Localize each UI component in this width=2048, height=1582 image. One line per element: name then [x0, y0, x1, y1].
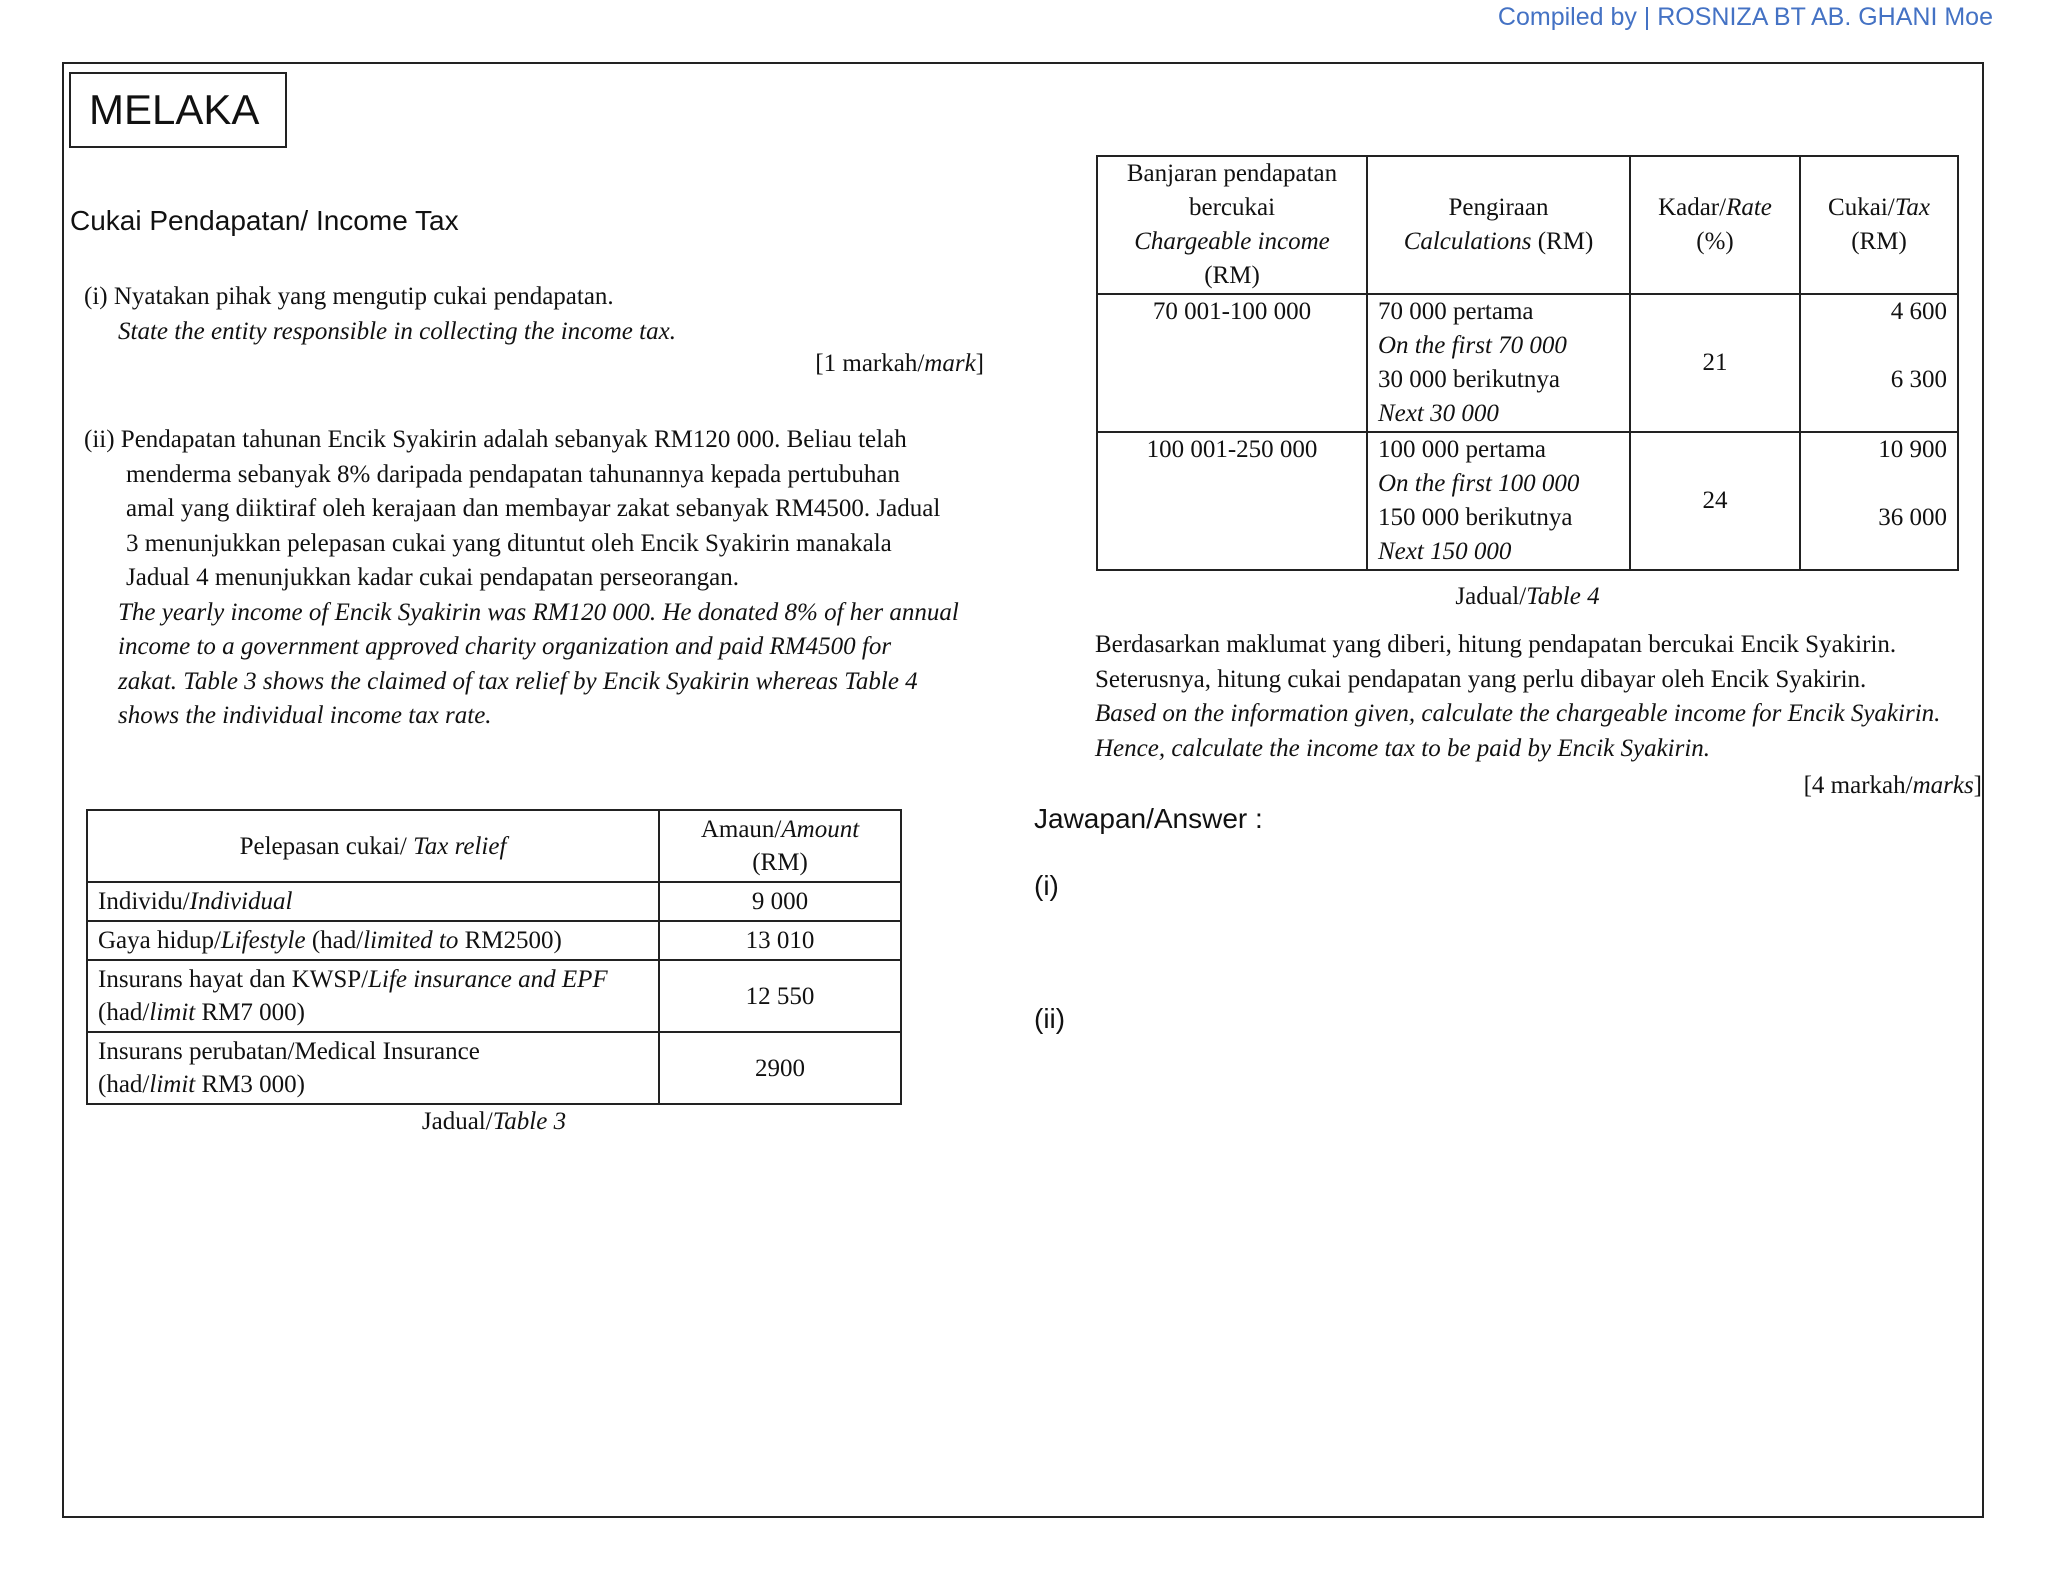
relief-header-en: Tax relief — [413, 832, 507, 860]
rate-cell: 24 — [1630, 432, 1800, 570]
calc-line-en: Next 150 000 — [1378, 538, 1512, 565]
header-unit: (RM) — [1531, 228, 1594, 255]
calc-line: 100 000 pertama — [1378, 436, 1547, 463]
relief-rest: (had/ — [305, 927, 364, 954]
calc-line: 70 000 pertama — [1378, 298, 1534, 325]
relief-en: Life insurance and EPF — [368, 966, 608, 993]
question-2-en-line: zakat. Table 3 shows the claimed of tax relief by Encik Syakirin whereas Table 4 — [118, 667, 918, 695]
marks-label: [1 markah/ — [815, 350, 925, 377]
question-2-ms-line: (ii) Pendapatan tahunan Encik Syakirin adalah sebanyak RM120 000. Beliau telah — [84, 426, 907, 453]
amount-cell: 13 010 — [659, 921, 901, 960]
chargeable-income-header — [1097, 156, 1367, 294]
answer-part-ii: (ii) — [1034, 1003, 1066, 1034]
tax-value: 10 900 — [1878, 436, 1947, 463]
question-1-ms: (i) Nyatakan pihak yang mengutip cukai pendapatan. — [84, 283, 614, 310]
tax-relief-table — [86, 809, 902, 1105]
caption-en: Table 4 — [1526, 583, 1600, 610]
calculation-instructions — [1095, 628, 1985, 766]
relief-cell — [87, 882, 659, 921]
rate-cell: 21 — [1630, 294, 1800, 432]
amount-header-en: Amount — [781, 816, 860, 843]
calc-line: 150 000 berikutnya — [1378, 504, 1573, 531]
question-1-marks — [700, 350, 984, 378]
calc-line: 30 000 berikutnya — [1378, 366, 1560, 393]
instruction-line-en: Based on the information given, calculate the chargeable income for Encik Syakirin. — [1095, 700, 1941, 727]
instruction-line: Berdasarkan maklumat yang diberi, hitung pendapatan bercukai Encik Syakirin. — [1095, 631, 1897, 658]
tax-value: 36 000 — [1878, 504, 1947, 531]
relief-limit-rest: RM3 000) — [195, 1071, 305, 1098]
tax-cell — [1800, 294, 1958, 432]
relief-header — [87, 810, 659, 882]
table-row — [87, 1032, 901, 1104]
relief-cell — [87, 921, 659, 960]
relief-limit-en: limit — [149, 1071, 196, 1098]
amount-cell: 9 000 — [659, 882, 901, 921]
question-2-ms-line: 3 menunjukkan pelepasan cukai yang dituntut oleh Encik Syakirin manakala — [126, 529, 892, 557]
region-label: MELAKA — [69, 72, 287, 148]
tax-cell — [1800, 432, 1958, 570]
caption-ms: Jadual/ — [1455, 583, 1527, 610]
question-1 — [84, 280, 984, 349]
marks-bracket: ] — [1973, 772, 1982, 799]
calc-line-en: On the first 70 000 — [1378, 332, 1567, 359]
relief-en: Lifestyle — [220, 927, 306, 954]
table-3-caption — [86, 1108, 902, 1136]
calculations-header — [1367, 156, 1630, 294]
header-en: Calculations — [1403, 228, 1532, 255]
header-line: Banjaran pendapatan — [1126, 160, 1338, 187]
question-2-ms-line: amal yang diiktiraf oleh kerajaan dan membayar zakat sebanyak RM4500. Jadual — [126, 495, 941, 522]
relief-cell — [87, 1032, 659, 1104]
relief-limit-en: limit — [149, 999, 196, 1026]
relief-ms: Insurans perubatan/Medical Insurance — [98, 1038, 480, 1065]
table-header-row — [1097, 156, 1958, 294]
relief-limit-ms: (had/ — [98, 1071, 150, 1098]
instruction-line-en: Hence, calculate the income tax to be paid by Encik Syakirin. — [1095, 734, 1711, 762]
header-ms: Kadar/ — [1658, 194, 1727, 221]
header-en: Tax — [1894, 194, 1930, 221]
compiler-credit: Compiled by | ROSNIZA BT AB. GHANI Moe — [1497, 3, 1993, 31]
question-2-en-line: The yearly income of Encik Syakirin was RM120 000. He donated 8% of her annual — [118, 598, 959, 626]
relief-en2: limited to — [363, 927, 459, 954]
tax-header — [1800, 156, 1958, 294]
table-4-caption — [1096, 583, 1959, 611]
question-1-en: State the entity responsible in collecting the income tax. — [118, 317, 676, 345]
tax-value: 6 300 — [1890, 366, 1947, 393]
table-row — [1097, 432, 1958, 570]
header-unit: (RM) — [1204, 262, 1260, 289]
marks-label-en: marks — [1912, 772, 1974, 799]
income-range-cell: 70 001-100 000 — [1097, 294, 1367, 432]
amount-cell: 12 550 — [659, 960, 901, 1032]
amount-header — [659, 810, 901, 882]
answer-label: Jawapan/Answer : — [1034, 803, 1263, 834]
instruction-line: Seterusnya, hitung cukai pendapatan yang perlu dibayar oleh Encik Syakirin. — [1095, 665, 1867, 693]
table-row — [87, 882, 901, 921]
relief-limit-ms: (had/ — [98, 999, 150, 1026]
rate-header — [1630, 156, 1800, 294]
income-range-cell: 100 001-250 000 — [1097, 432, 1367, 570]
question-2-ms-line: Jadual 4 menunjukkan kadar cukai pendapatan perseorangan. — [126, 564, 739, 591]
tax-value: 4 600 — [1890, 298, 1947, 325]
relief-en: Individual — [189, 888, 293, 915]
marks-label: [4 markah/ — [1803, 772, 1913, 799]
relief-ms: Individu/ — [98, 888, 190, 915]
calculation-cell — [1367, 294, 1630, 432]
header-en: Rate — [1726, 194, 1772, 221]
relief-header-ms: Pelepasan cukai/ — [239, 832, 414, 860]
answer-part-i: (i) — [1034, 870, 1059, 901]
header-ms: Pengiraan — [1448, 194, 1549, 221]
relief-rest2: RM2500) — [458, 927, 562, 954]
tax-rate-table — [1096, 155, 1959, 571]
marks-bracket: ] — [975, 350, 984, 377]
header-unit: (RM) — [1851, 228, 1907, 255]
table-row — [1097, 294, 1958, 432]
calculation-cell — [1367, 432, 1630, 570]
header-line: bercukai — [1188, 194, 1276, 221]
question-2-en-line: shows the individual income tax rate. — [118, 702, 492, 729]
relief-ms: Gaya hidup/ — [98, 927, 221, 954]
question-2-marks — [1500, 772, 1982, 800]
question-2-en-line: income to a government approved charity organization and paid RM4500 for — [118, 633, 892, 660]
question-2 — [84, 423, 1004, 734]
question-2-ms-line: menderma sebanyak 8% daripada pendapatan tahunannya kepada pertubuhan — [126, 460, 900, 488]
header-en: Chargeable income — [1134, 228, 1330, 255]
caption-ms: Jadual/ — [421, 1108, 493, 1135]
marks-label-en: mark — [924, 350, 976, 377]
table-row — [87, 960, 901, 1032]
table-header-row — [87, 810, 901, 882]
amount-header-unit: (RM) — [752, 849, 808, 876]
relief-limit-rest: RM7 000) — [195, 999, 305, 1026]
header-unit: (%) — [1696, 228, 1734, 255]
table-row — [87, 921, 901, 960]
caption-en: Table 3 — [492, 1108, 567, 1135]
amount-header-ms: Amaun/ — [700, 816, 782, 843]
topic-title: Cukai Pendapatan/ Income Tax — [70, 205, 459, 236]
calc-line-en: On the first 100 000 — [1378, 470, 1580, 497]
header-ms: Cukai/ — [1828, 194, 1895, 221]
amount-cell: 2900 — [659, 1032, 901, 1104]
relief-ms: Insurans hayat dan KWSP/ — [98, 966, 369, 993]
calc-line-en: Next 30 000 — [1378, 400, 1499, 427]
relief-cell — [87, 960, 659, 1032]
